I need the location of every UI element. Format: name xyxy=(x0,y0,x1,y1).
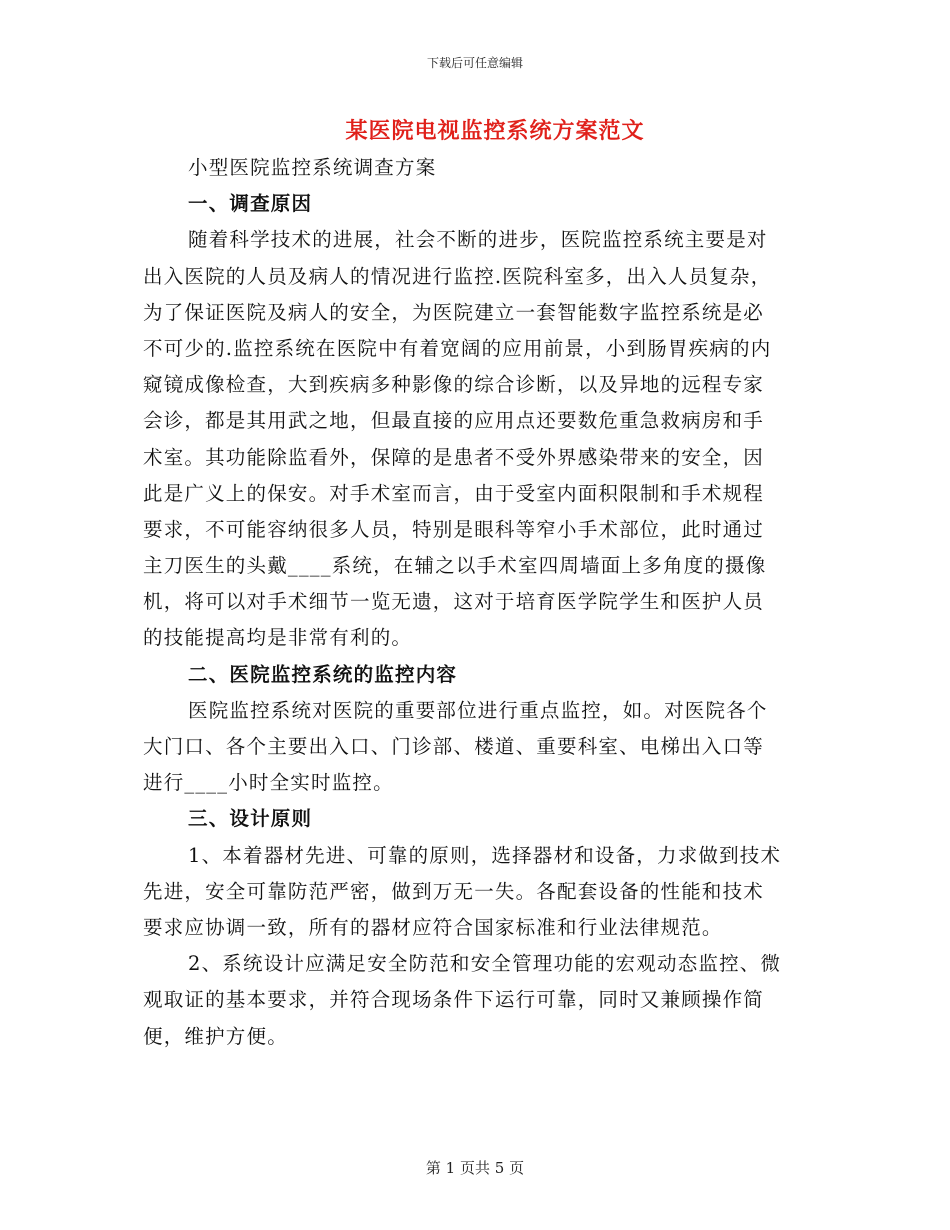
section-heading-3: 三、设计原则 xyxy=(188,807,313,831)
paragraph-line: 会诊，都是其用武之地，但最直接的应用点还要数危重急救病房和手 xyxy=(143,409,765,433)
page-number: 第 1 页共 5 页 xyxy=(425,1159,525,1177)
paragraph-line: 要求，不可能容纳很多人员，特别是眼科等窄小手术部位，此时通过 xyxy=(143,517,765,541)
paragraph-line: 的技能提高均是非常有利的。 xyxy=(143,626,413,650)
section-1-paragraph xyxy=(143,222,808,656)
header-note: 下载后可任意编辑 xyxy=(426,56,523,70)
paragraph-line: 此是广义上的保安。对手术室而言，由于受室内面积限制和手术规程 xyxy=(143,481,765,505)
section-2-paragraph xyxy=(143,693,808,802)
paragraph-line: 主刀医生的头戴____系统，在辅之以手术室四周墙面上多角度的摄像 xyxy=(143,554,767,578)
paragraph-line: 先进，安全可靠防范严密，做到万无一失。各配套设备的性能和技术 xyxy=(143,879,765,903)
paragraph-line: 为了保证医院及病人的安全，为医院建立一套智能数字监控系统是必 xyxy=(143,300,765,324)
section-3-item-2 xyxy=(143,946,808,1055)
document-title: 某医院电视监控系统方案范文 xyxy=(345,118,645,144)
paragraph-line: 便，维护方便。 xyxy=(143,1024,288,1048)
paragraph-line: 大门口、各个主要出入口、门诊部、楼道、重要科室、电梯出入口等 xyxy=(143,735,765,758)
paragraph-line: 1、本着器材先进、可靠的原则，选择器材和设备，力求做到技术 xyxy=(188,843,782,867)
paragraph-line: 随着科学技术的进展，社会不断的进步，医院监控系统主要是对 xyxy=(188,228,768,252)
section-3-item-1 xyxy=(143,838,808,947)
paragraph-line: 2、系统设计应满足安全防范和安全管理功能的宏观动态监控、微 xyxy=(188,952,782,976)
section-heading-2: 二、医院监控系统的监控内容 xyxy=(188,662,458,686)
paragraph-line: 不可少的.监控系统在医院中有着宽阔的应用前景，小到肠胃疾病的内 xyxy=(143,336,772,360)
document-body xyxy=(143,150,808,1055)
subtitle: 小型医院监控系统调查方案 xyxy=(188,156,437,179)
paragraph-line: 窥镜成像检查，大到疾病多种影像的综合诊断，以及异地的远程专家 xyxy=(143,373,765,397)
paragraph-line: 要求应协调一致，所有的器材应符合国家标准和行业法律规范。 xyxy=(143,915,723,939)
paragraph-line: 机，将可以对手术细节一览无遗，这对于培育医学院学生和医护人员 xyxy=(143,590,765,614)
paragraph-line: 进行____小时全实时监控。 xyxy=(143,771,394,795)
paragraph-line: 医院监控系统对医院的重要部位进行重点监控，如。对医院各个 xyxy=(188,698,768,722)
paragraph-line: 观取证的基本要求，并符合现场条件下运行可靠，同时又兼顾操作简 xyxy=(143,988,765,1012)
section-heading-1: 一、调查原因 xyxy=(188,192,313,216)
paragraph-line: 出入医院的人员及病人的情况进行监控.医院科室多，出入人员复杂， xyxy=(143,264,772,288)
paragraph-line: 术室。其功能除监看外，保障的是患者不受外界感染带来的安全，因 xyxy=(143,445,765,469)
